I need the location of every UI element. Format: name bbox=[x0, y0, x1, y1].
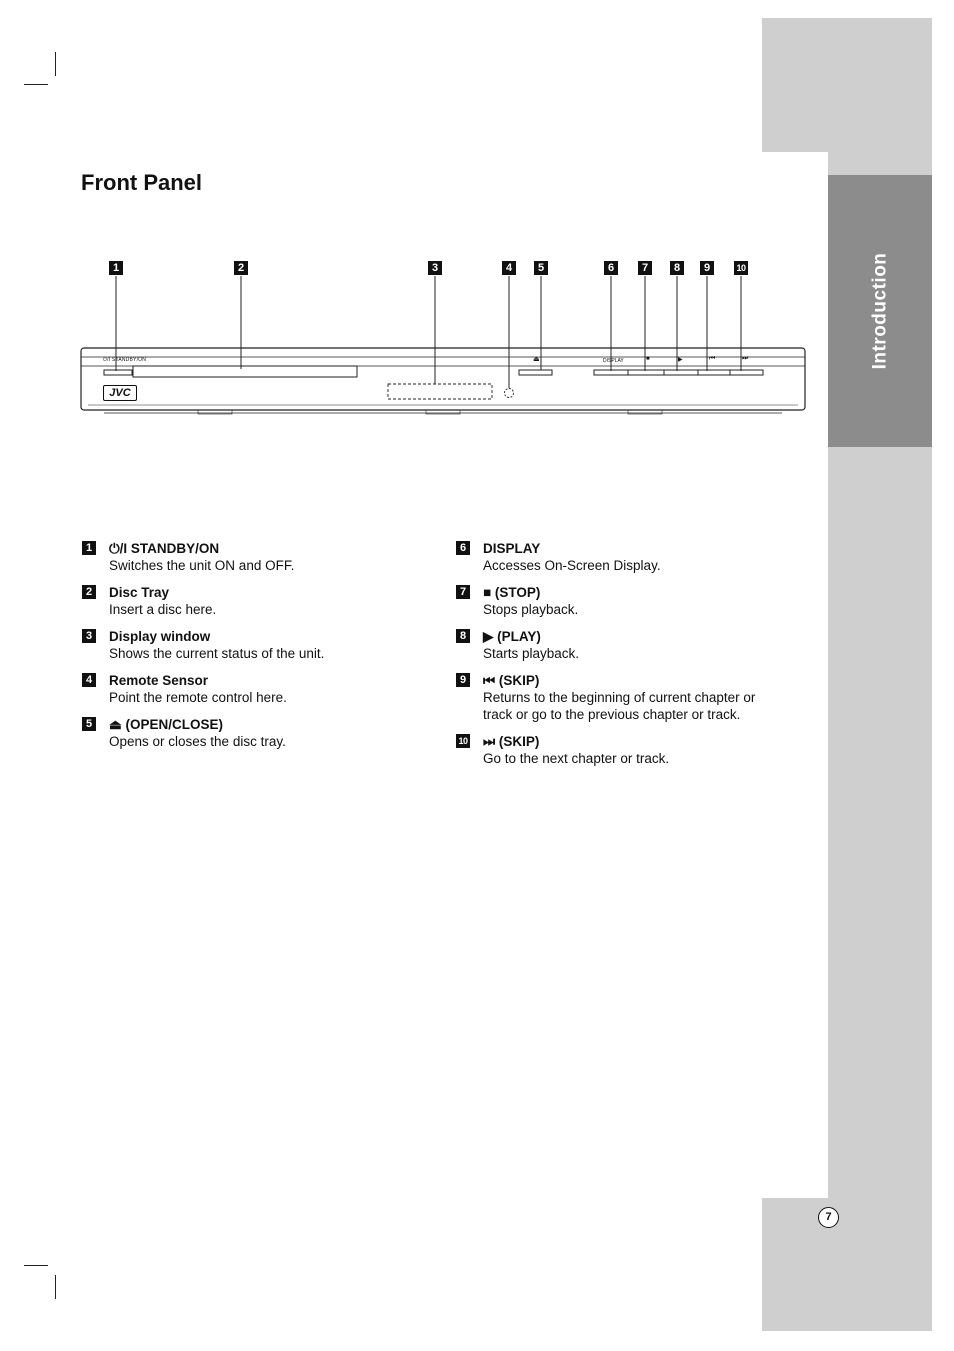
item-title: ⏻/I STANDBY/ON bbox=[109, 541, 220, 556]
item-number: 10 bbox=[456, 734, 470, 748]
callout-9: 9 bbox=[700, 261, 714, 275]
panel-label-prev: ⏮ bbox=[709, 355, 716, 362]
list-item bbox=[82, 540, 422, 574]
item-description: Shows the current status of the unit. bbox=[109, 646, 325, 661]
page-number: 7 bbox=[818, 1207, 839, 1228]
callout-4: 4 bbox=[502, 261, 516, 275]
item-title: ▶ (PLAY) bbox=[483, 629, 541, 644]
callout-1: 1 bbox=[109, 261, 123, 275]
item-title: ⏏ (OPEN/CLOSE) bbox=[109, 717, 224, 732]
panel-label-next: ⏭ bbox=[742, 355, 749, 362]
item-title: ⏮ (SKIP) bbox=[483, 673, 540, 688]
item-description: Stops playback. bbox=[483, 602, 579, 617]
callout-2: 2 bbox=[234, 261, 248, 275]
callout-10: 10 bbox=[734, 261, 748, 275]
callout-7: 7 bbox=[638, 261, 652, 275]
item-description: Insert a disc here. bbox=[109, 602, 217, 617]
item-number: 3 bbox=[82, 629, 96, 643]
item-description: Go to the next chapter or track. bbox=[483, 751, 670, 766]
front-panel-diagram bbox=[0, 0, 954, 430]
panel-label-stop: ■ bbox=[646, 356, 650, 362]
brand-logo-text: JVC bbox=[109, 387, 131, 399]
brand-logo bbox=[103, 385, 137, 401]
list-item bbox=[456, 540, 776, 574]
item-number: 2 bbox=[82, 585, 96, 599]
item-title: Disc Tray bbox=[109, 585, 170, 600]
panel-label-play: ▶ bbox=[678, 357, 683, 363]
page-title: Front Panel bbox=[81, 170, 203, 195]
panel-label-eject: ⏏ bbox=[533, 356, 540, 363]
section-tab-text: Introduction bbox=[869, 252, 890, 370]
sidebar-bottom-block bbox=[762, 1198, 932, 1331]
list-item bbox=[456, 628, 776, 662]
item-description: Opens or closes the disc tray. bbox=[109, 734, 286, 749]
item-title: ⏭ (SKIP) bbox=[483, 734, 540, 749]
callout-5: 5 bbox=[534, 261, 548, 275]
panel-label-display: DISPLAY bbox=[603, 358, 624, 364]
crop-mark bbox=[24, 1265, 48, 1266]
item-number: 4 bbox=[82, 673, 96, 687]
list-item bbox=[82, 628, 422, 662]
item-description: Point the remote control here. bbox=[109, 690, 287, 705]
callout-3: 3 bbox=[428, 261, 442, 275]
item-description: Returns to the beginning of current chapter or track or go to the previous chapter or track. bbox=[483, 690, 756, 722]
panel-label-standby: ⏻/I STANDBY/ON bbox=[103, 357, 147, 363]
item-title: Display window bbox=[109, 629, 211, 644]
list-item bbox=[456, 733, 776, 767]
list-item bbox=[456, 672, 776, 723]
item-title: DISPLAY bbox=[483, 541, 541, 556]
list-item bbox=[82, 672, 422, 706]
item-number: 5 bbox=[82, 717, 96, 731]
callout-6: 6 bbox=[604, 261, 618, 275]
callout-8: 8 bbox=[670, 261, 684, 275]
list-item bbox=[456, 584, 776, 618]
item-number: 1 bbox=[82, 541, 96, 555]
list-item bbox=[82, 716, 422, 750]
item-number: 9 bbox=[456, 673, 470, 687]
item-number: 6 bbox=[456, 541, 470, 555]
item-title: ■ (STOP) bbox=[483, 585, 541, 600]
item-title: Remote Sensor bbox=[109, 673, 209, 688]
item-number: 7 bbox=[456, 585, 470, 599]
crop-mark bbox=[55, 1275, 56, 1299]
list-item bbox=[82, 584, 422, 618]
item-description: Accesses On-Screen Display. bbox=[483, 558, 661, 573]
item-description: Starts playback. bbox=[483, 646, 580, 661]
item-description: Switches the unit ON and OFF. bbox=[109, 558, 295, 573]
item-number: 8 bbox=[456, 629, 470, 643]
